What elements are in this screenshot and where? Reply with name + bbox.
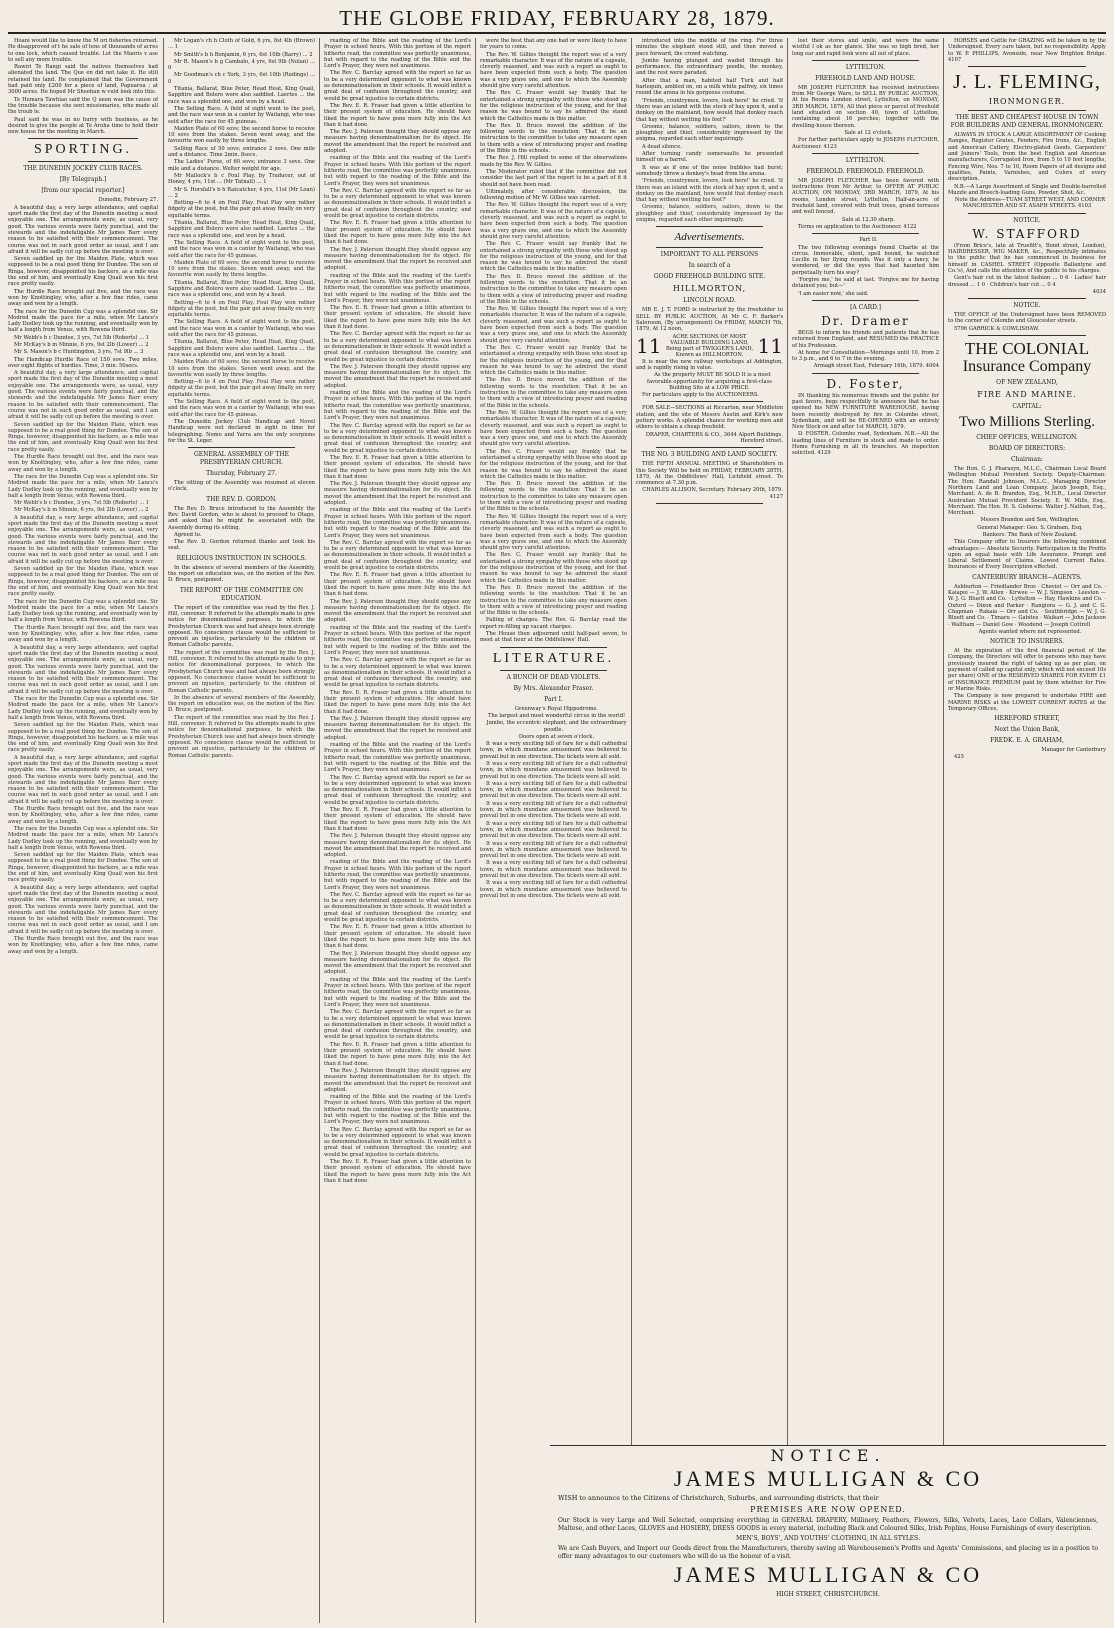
story-paragraph: It was a very exciting bill of fare for a dull cathedral town, in which mundane amusement was believed to prevail but in one direction. The tickets were all sold.: [480, 880, 627, 899]
article-paragraph: The report of the committee was read by the Rev. J. Hill, convener. It referred to the attempts made to give notice for denominational purposes, to which the Presbyterian Church was and had always been strongly opposed. No conscience clause would be sufficient to prevent an injustice, particularly to the children of Roman Catholic parents.: [168, 649, 315, 694]
subheading: RELIGIOUS INSTRUCTION IN SCHOOLS.: [176, 554, 307, 562]
divider: [812, 373, 919, 374]
masthead-title: THE GLOBE FRIDAY, FEBRUARY 28, 1879.: [339, 6, 775, 30]
divider: [968, 335, 1086, 336]
article-paragraph: The Rev. W. Gillies thought the report was of a very remarkable character. It was of the nature of a capsule, cleverly reasoned, and was such a report as ought to have been expected from such a body. The question was a very grave one, and one to which the Assembly should give very careful attention.: [480, 513, 627, 552]
ad-body: For particulars apply to the AUCTIONEERS.: [642, 392, 759, 399]
article-paragraph: Betting—6 to 4 on Foul Play. Foul Play won rather fidgety at the post, but the pair got away finally on very equitable terms.: [168, 299, 315, 319]
ad-name-fleming: J. L. FLEMING,: [953, 71, 1101, 94]
subheading: THE REV. D. GORDON.: [206, 495, 277, 503]
article-paragraph: The Rev. C. Fraser would say frankly that he entertained a strong sympathy with those who stood up for the religious instruction of the young, and for that reason he was bound to say he admired the stand which the Catholics made in this matter.: [480, 552, 627, 584]
story-author: By Mrs. Alexander Fraser.: [513, 684, 594, 692]
ad-body: MR E. J. T. FORD is instructed by the freeholder to SELL BY PUBLIC AUCTION, At Mr C. F. Barker's Saleroom, (By arrangement) On FRIDAY, MARCH 7th, 1879, At 12 noon,: [636, 307, 783, 333]
article-paragraph: The Hurdle Race brought out five, and the race was won by Knottingley, who, after a few fine rides, came away and won by a length.: [8, 454, 158, 473]
article-paragraph: The Rev. E. R. Fraser had given a little attention to their present system of education. He should have liked the report to have gone more fully into the Act than it had done.: [324, 305, 471, 331]
article-paragraph: The Rev. C. Barclay agreed with the report so far as to be a very determined opponent to what was known as denominationalism in their schools. It would inflict a great deal of confusion throughout the country, and would be great injustice to certain districts.: [324, 187, 471, 220]
article-paragraph: Seven saddled up for the Maiden Plate, which was supposed to be a real good thing for Dundee. The son of Ringa, however, disappointed his backers, as a mile was the end of him, and eventually King Quail won his first race pretty easily.: [8, 852, 158, 884]
race-result: Mr Smith's b h Bonjamin, 6 yrs, 6st 10lb (Barry) ... 2: [174, 51, 313, 58]
article-paragraph: Titania, Ballarat, Blue Peter, Head Heat, King Quail, Sapphire and Bolero were also saddled. Laertes ... the race was a splendid one, and won by a head.: [168, 279, 315, 299]
ad-colonial-board: BOARD OF DIRECTORS:: [988, 445, 1066, 453]
article-paragraph: reading of the Bible and the reading of the Lord's Prayer in school hours. With this portion of the report hitherto read, the committee was perfectly unanimous, but with regard to the reading of the Bible and the Lord's Prayer, they were not unanimous.: [324, 38, 471, 70]
ad-colonial-capital-label: CAPITAL:: [1012, 403, 1042, 411]
story-paragraph: It was a very exciting bill of fare for a dull cathedral town, in which mundane amusement was believed to prevail but in one direction. The tickets were all sold.: [480, 820, 627, 840]
ad-signature: 425: [954, 754, 964, 761]
article-paragraph: Seven saddled up for the Maiden Plate, which was supposed to be a real good thing for Dundee. The son of Ringa, however, disappointed his backers, as a mile was the end of him, and eventually King Quail won his first race pretty easily.: [8, 421, 158, 453]
section-heading-sporting: SPORTING.: [33, 142, 133, 158]
article-paragraph: The Rev. C. Barclay agreed with the report so far as to be a very determined opponent to what was known as denominationalism in their schools. It would inflict a great deal of confusion throughout the country, and would be great injustice to certain districts.: [324, 539, 471, 572]
article-paragraph: The Rev. E. R. Fraser had given a little attention to their present system of education. He should have liked the report to have gone more fully into the Act than it had done.: [324, 572, 471, 598]
article-paragraph: Falling of charges. The Rev. G. Barclay read the report re-filling up vacant charges.: [480, 617, 627, 630]
article-paragraph: The Rev. E. R. Fraser had given a little attention to their present system of education. He should have liked the report to have gone more fully into the Act than it had done.: [324, 455, 471, 480]
article-paragraph: A beautiful day, a very large attendance, and capital sport made the first day of the Dunedin meeting a most enjoyable one. The arrangements were, as usual, very good. The various events were fairly punctual, and the stewards and the indefatigable Mr James Barr every reason to be satisfied with their commencement. The course was not in such good order as usual, and I am afraid it will be sadly cut up before the meeting is over.: [8, 370, 158, 421]
article-paragraph: The Rev. C. Barclay agreed with the report so far as to be a very determined opponent to what was known as denominationalism in their schools. It would inflict a great deal of confusion throughout the country, and would be great injustice to certain districts.: [324, 70, 471, 102]
story-paragraph: The largest and most wonderful circus in the world!: [487, 712, 626, 719]
article-paragraph: reading of the Bible and the reading of the Lord's Prayer in school hours. With this portion of the report hitherto read, the committee was perfectly unanimous, but with regard to the reading of the Bible and the Lord's Prayer, they were not unanimous.: [324, 155, 471, 187]
ad-signature: DRAPER, CHARTERS & CO., 3644 Alport Buildings, Hereford street.: [645, 431, 783, 444]
article-paragraph: The Rev. E. R. Fraser had given a little attention to their present system of education. He should have liked the report to have gone more fully into the Act than it had done.: [324, 102, 471, 128]
ad-body: General Manager: Geo. S. Graham, Esq.: [977, 524, 1083, 531]
article-paragraph: Betting—6 to 4 on Foul Play. Foul Play won rather fidgety at the post, but the pair got away finally on very equitable terms.: [168, 200, 315, 219]
race-result: Mr S. Mason's b c Huntingdon, 3 yrs, 7st 9lb ... 3: [14, 349, 144, 356]
story-paragraph: It was a very exciting bill of fare for a dull cathedral town, in which mundane amusement was believed to prevail but in one direction. The tickets were all sold.: [480, 800, 627, 820]
ad-colonial-office: CHIEF OFFICES, WELLINGTON.: [976, 434, 1078, 442]
article-paragraph: The race for the Dunedin Cup was a splendid one. Sir Modred made the pace for a mile, when Mr Lance's Lady Dudley took up the running, and eventually won by half a length from Venus, with Rowena third.: [8, 308, 158, 334]
article-paragraph: were the best that any one had or were likely to have for years to come.: [480, 38, 627, 51]
article-paragraph: The Handicap Hurdle Race of 150 sovs. Two miles, over eight flights of hurdles. Time, 3 min. 50secs.: [8, 356, 158, 369]
column-rule: [475, 38, 476, 1623]
ad-title: IMPORTANT TO ALL PERSONS: [660, 251, 759, 259]
story-paragraph: 'Friends, countrymen, lovers, look here!' he cried. 'If there was an island with the stock of hay upon it, and a donkey on the mainland, how would that donkey reach that hay without wetting his feet?': [636, 178, 783, 204]
article-paragraph: Titania, Ballarat, Blue Peter, Head Heat, King Quail, Sapphire and Bolero were also saddled. Laertes ... the race was a splendid one, and won by a head.: [168, 220, 315, 239]
ad-body: The Hon. C. J. Pharazyn, M.L.C., Chairman Local Board Wellington Mutual Provident Society. Deputy-Chairman: The Hon. Randall Johnson, M.L.C., Managing Director Northern Land and Loan Company. Jacob Joseph, Esq., Merchant. A. de B. Brandon, Esq., M.H.R., Local Director Australian Mutual Provident Society. E. W. Mills, Esq., Merchant. The Hon. H. S. Gisborne. Walter J. Nathan, Esq., Merchant.: [948, 466, 1106, 517]
story-paragraph: Jumbo, the eccentric elephant, and the extraordinary poodle.: [486, 720, 627, 733]
article-paragraph: The Rev. C. Fraser would say frankly that he entertained a strong sympathy with those who stood up for the religious instruction of the young, and for that reason he was bound to say he admired the stand which the Catholics made in this matter.: [480, 241, 627, 273]
article-paragraph: The Rev. C. Barclay agreed with the report so far as to be a very determined opponent to what was known as denominationalism in their schools. It would inflict a great deal of confusion throughout the country, and would be great injustice to certain districts.: [324, 1009, 471, 1041]
ad-title: THE NO. 3 BUILDING AND LAND SOCIETY.: [641, 451, 778, 459]
ad-body: Agents wanted where not represented.: [978, 628, 1082, 635]
article-paragraph: The Dunedin Jockey Club Handicap and Novel Handicap were not declared in sight in time for telegraphing. Nemo and Yarra are the only scorpions for the St. Leger.: [168, 418, 315, 444]
column-6: [792, 38, 939, 1623]
article-paragraph: Seven saddled up for the Maiden Plate, which was supposed to be a real good thing for Dundee. The son of Ringa, however, disappointed his backers, as a mile was the end of him, and eventually King Quail won his first race pretty easily.: [8, 256, 158, 288]
article-paragraph: Seven saddled up for the Maiden Plate, which was supposed to be a real good thing for Dundee. The son of Ringa, however, disappointed his backers, as a mile was the end of him, and eventually King Quail won his first race pretty easily.: [8, 566, 158, 598]
ad-body: We are Cash Buyers, and Import our Goods direct from the Manufacturers, thereby saving all Warehousemen's Profits and Agents' Commissions, and placing us in a position to offer many advantages to our customers who will do us the honour of a visit.: [558, 1545, 1098, 1560]
story-paragraph: Grooms, balance, soldiers, sailors, down to the ploughboy and thief, considerably impressed by the enigma, regarded each other inquiringly.: [636, 123, 783, 143]
article-paragraph: Te Hemara Tawhiao said the Q ueen was the cause of the trouble because she sent missionaries, who made all the troub le.: [8, 96, 158, 116]
article-paragraph: The Rev. D. Gordon returned thanks and took his seat.: [168, 539, 315, 552]
article-paragraph: Ultimately, after considerable discussion, the following motion of Mr W. Gillies was carried.: [480, 188, 627, 202]
article-paragraph: Maiden Plate of 60 sovs; the second horse to receive 10 sovs from the stakes. Seven went away, and the favourite won easily by three lengths.: [168, 259, 315, 279]
article-paragraph: Rawiri Te Rangi said the natives themselves had alienated the land. The Que en did not take it. He still retained his land. He complained that the Government had paid only £200 for a piece of land, Papuaroa ; at 3000 acres. He hoped Mr Sheehan w vuld look into this.: [8, 64, 158, 96]
divider: [968, 298, 1086, 299]
article-paragraph: The Hurdle Race brought out five, and the race was won by Knottingley, who, after a few fine rides, came away and won by a length.: [8, 624, 158, 644]
ad-body: Our Stock is very Large and Well Selected, comprising everything in GENERAL DRAPERY, Millinery, Feathers, Flowers, Silks, Velvets, Laces, Lace Collars, Valenciennes, Maltese, and other Laces, GLOVES and HOSIERY, DRESS GOODS in every material, including Black and Coloured Silks, Irish Poplins, House Furnishings of every description.: [558, 1517, 1098, 1532]
ad-colonial-chair: Chairman:: [1011, 456, 1043, 464]
article-paragraph: The Rev. C. Fraser would say frankly that he entertained a strong sympathy with those who stood up for the religious instruction of the young, and for that reason he was bound to say he admired the stand which the Catholics made in this matter.: [480, 344, 627, 377]
article-paragraph: reading of the Bible and the reading of the Lord's Prayer in school hours. With this portion of the report hitherto read, the committee was perfectly unanimous, but with regard to the reading of the Bible and the Lord's Prayer, they were not unanimous.: [324, 859, 471, 891]
ad-body: FOR SALE—SECTIONS at Riccarton, near Middleton station, and the site of Messrs Austin and Kirk's new pottery works. A splendid chance for working men and others to obtain a cheap freehold.: [636, 405, 783, 431]
article-source: [from our special reporter.]: [41, 187, 125, 195]
story-title: A BUNCH OF DEAD VIOLETS.: [506, 673, 601, 681]
article-paragraph: The Rev. W. Gillies thought the report was of a very remarkable character. It was of the nature of a capsule, cleverly reasoned, and was such a report as ought to have been expected from such a body. The question was a very grave one, and one to which the Assembly should give very careful attention.: [480, 409, 627, 448]
article-paragraph: The Selling Race. A field of eight went to the post, and the race was won in a canter by Waitangi, who was sold after the race for 45 guineas.: [168, 319, 315, 339]
ad-body: Sale at 12 o'clock.: [844, 129, 893, 136]
article-paragraph: The Rev. C. Barclay agreed with the report so far as to be a very determined opponent to what was known as denominationalism in their schools. It would inflict a great deal of confusion throughout the country, and would be great injustice to certain districts.: [324, 891, 471, 924]
story-paragraph: After turning candy somersaults he presented himself on a barrel.: [636, 151, 783, 164]
ad-body: Note the Address—TUAM STREET WEST, AND CORNER MANCHESTER AND ST. ASAPH STREETS. 4103: [954, 197, 1106, 210]
ad-premises: PREMISES ARE NOW OPENED.: [750, 1505, 906, 1514]
ad-body: Manager for Canterbury: [1041, 747, 1106, 754]
article-paragraph: A beautiful day, a very large attendance, and capital sport made the first day of the Dunedin meeting a most enjoyable one. The arrangements were, as usual, very good. The various events were fairly punctual, and the stewards and the indefatigable Mr James Barr every reason to be satisfied with their commencement. The course was not in such good order as usual, and I am afraid it will be sadly cut up before the meeting is over.: [8, 754, 158, 805]
article-paragraph: The race for the Dunedin Cup was a splendid one. Sir Modred made the pace for a mile, when Mr Lance's Lady Dudley took up the running, and eventually won by half a length from Venus, with Rowena third.: [8, 825, 158, 851]
article-paragraph: Agreed to.: [174, 531, 202, 538]
article-paragraph: The race for the Dunedin Cup was a splendid one. Sir Modred made the pace for a mile, when Mr Lance's Lady Dudley took up the running, and eventually won by half a length from Venus, with Rowena third.: [8, 696, 158, 721]
article-paragraph: The Rev. E. R. Fraser had given a little attention to their present system of education. He should have liked the report to have gone more fully into the Act than it had done.: [324, 1159, 471, 1184]
section-heading-literature: LITERATURE.: [492, 650, 615, 666]
ad-road: LINCOLN ROAD.: [683, 297, 736, 305]
article-paragraph: A beautiful day, a very large attendance, and capital sport made the first day of the Dunedin meeting a most enjoyable one. The arrangements were, as usual, very good. The various events were fairly punctual, and the stewards and the indefatigable Mr James Barr every reason to be satisfied with their commencement. The course was not in such good order as usual, and I am afraid it will be sadly cut up before the meeting is over.: [8, 644, 158, 695]
article-paragraph: The Rev. J. Paterson thought they should oppose any measure having denominationalism for its object. He moved the amendment that the report be received and adopted.: [324, 129, 471, 155]
ad-big-number: 11: [636, 334, 662, 359]
ad-body: THE OFFICE of the Undersigned have been REMOVED to the corner of Colombo and Gloucester streets.: [948, 312, 1106, 325]
ad-body: IN thanking his numerous friends and the public for past favors, begs respectfully to announce that he has opened his NEW FURNITURE WAREHOUSE, having been recently destroyed by fire in Colombo street, Sydenham, and will be RE-OPENED with an entirely New Stock on and after 1st MARCH, 1879.: [792, 392, 939, 431]
ad-body: Messrs Brandon and Son, Wellington.: [980, 517, 1080, 524]
article-paragraph: The Rev. C. Fraser would say frankly that he entertained a strong sympathy with those who stood up for the religious instruction of the young, and for that reason he was bound to say he admired the stand which the Catholics made in this matter.: [480, 90, 627, 122]
ad-body: It is near the new railway workshops at Addington, and is rapidly rising in value.: [636, 358, 783, 371]
article-paragraph: reading of the Bible and the reading of the Lord's Prayer in school hours. With this portion of the report hitherto read, the committee was perfectly unanimous, but with regard to the reading of the Bible and the Lord's Prayer, they were not unanimous.: [324, 742, 471, 774]
race-result: Mr Goodman's ch c York, 3 yrs, 6st 10lb (Rudings) ... 0: [168, 72, 315, 85]
article-paragraph: The Rev. E. R. Fraser had given a little attention to their present system of education. He should have liked the report to have gone more fully into the Act than it had done.: [324, 924, 471, 950]
page-columns: [8, 38, 1106, 1623]
ad-address: HIGH STREET, CHRISTCHURCH.: [776, 1591, 880, 1598]
article-paragraph: The report of the committee was read by the Rev. J. Hill, convener. It referred to the attempts made to give notice for denominational purposes, to which the Presbyterian Church was and had always been strongly opposed. No conscience clause would be sufficient to prevent an injustice, particularly to the children of Roman Catholic parents.: [168, 604, 315, 649]
divider: [656, 503, 763, 504]
article-paragraph: The Rev. J. Paterson thought they should oppose any measure having denominationalism for its object. He moved the amendment that the report be received and adopted.: [324, 715, 471, 741]
article-paragraph: The Ladies' Purse, of 60 sovs; entrance 3 sovs. One mile and a distance. Welter weight for age.: [168, 159, 315, 172]
story-paragraph: After that a man, habited half Turk and half harlequin, ambled on, on a milk white palfrey, six times round the arena in his gorgeous costume.: [636, 77, 783, 97]
article-paragraph: A beautiful day, a very large attendance, and capital sport made the first day of the Dunedin meeting a most enjoyable one. The arrangements were, as usual, very good. The various events were fairly punctual, and the stewards and the indefatigable Mr James Barr every reason to be satisfied with their commencement. The course was not in such good order as usual, and I am afraid it will be sadly cut up before the meeting is over.: [8, 514, 158, 565]
column-rule: [163, 38, 164, 1623]
article-paragraph: The Rev. J. Paterson thought they should oppose any measure having denominationalism for its object. He moved the amendment that the report be received and adopted.: [324, 833, 471, 859]
ad-big-number: 11: [757, 334, 783, 359]
ad-place: HILLMORTON,: [672, 284, 747, 294]
column-3: [324, 38, 471, 1623]
article-paragraph: The Rev. J. Paterson thought they should oppose any measure having denominationalism for its object. He moved the amendment that the report be received and adopted.: [324, 598, 471, 624]
article-byline: [By Telegraph.]: [59, 176, 107, 184]
column-rule: [943, 38, 944, 1623]
ad-name-mulligan-2: JAMES MULLIGAN & CO: [673, 1562, 983, 1587]
divider: [812, 153, 919, 154]
article-paragraph: In the absence of several members of the Assembly, the report on education was, on the motion of the Rev. D. Bruce, postponed.: [168, 564, 315, 584]
article-paragraph: The Moderator ruled that if the committee did not consider the last part of the report to be a part of it it should not have been read.: [480, 168, 627, 188]
article-paragraph: The Rev. E. R. Fraser had given a little attention to their present system of education. He should have liked the report to have gone more fully into the Act than it had done.: [324, 689, 471, 715]
ad-body: ALWAYS IN STOCK A LARGE ASSORTMENT OF Cooking Ranges, Register Grates, Fenders, Fire Irons, &c., English and American Cutlery, Electro-plated Goods, Carpenters' and Joiners' Tools, from the best English and American manufacturers, Corrugated Iron, from 5 to 10 feet lengths, Fencing Wire, Nos. 7 to 10, Room Papers of all designs and qualities, Paints, Varnishes, and Colors of every description.: [948, 132, 1106, 183]
article-paragraph: reading of the Bible and the reading of the Lord's Prayer in school hours. With this portion of the report hitherto read, the committee was perfectly unanimous, but with regard to the reading of the Bible and the Lord's Prayer, they were not unanimous.: [324, 976, 471, 1008]
ad-body: At the expiration of the first financial period of the Company, the Directors will offer to persons who may have previously insured the right of taking up as per plan, on payment of called up capital only, which will not exceed 10s per share) ONE of the RESERVED SHARES FOR EVERY £1 of INSURANCE PREMIUM paid by them whether for Fire or Marine Risks.: [948, 648, 1106, 692]
article-paragraph: The sitting of the Assembly was resumed at eleven o'clock.: [168, 480, 315, 493]
ad-body: WISH to announce to the Citizens of Christchurch, Suburbs, and surrounding districts, that their: [558, 1494, 879, 1502]
divider: [968, 110, 1086, 111]
ad-body: Terms on application to the Auctioneer. 4122: [798, 223, 917, 230]
column-rule: [631, 38, 632, 1623]
ad-body: Sale at 12.30 sharp.: [842, 216, 895, 223]
article-paragraph: The Hurdle Race brought out five, and the race was won by Knottingley, who, after a few fine rides, came away and won by a length.: [8, 288, 158, 308]
story-paragraph: 'Friends, countrymen, lovers, look here!' he cried. 'If there was an island with the stock of hay upon it, and a donkey on the mainland, how would that donkey reach that hay without wetting his feet?': [636, 97, 783, 123]
article-paragraph: The report of the committee was read by the Rev. J. Hill, convener. It referred to the attempts made to give notice for denominational purposes, to which the Presbyterian Church was and had always been strongly opposed. No conscience clause would be sufficient to prevent an injustice, particularly to the children of Roman Catholic parents.: [168, 714, 315, 759]
ad-body: For further particulars apply to JOSEPH FLETCHER, Auctioneer. 4123: [792, 137, 939, 150]
ad-subtitle: In search of a: [688, 262, 731, 270]
divider: [500, 670, 607, 671]
article-paragraph: reading of the Bible and the reading of the Lord's Prayer in school hours. With this portion of the report hitherto read, the committee was perfectly unanimous, but with regard to the reading of the Bible and the Lord's Prayer, they were not unanimous.: [324, 624, 471, 656]
ad-signature: D. FOSTER, Colombo road, Sydenham. N.B.—All the leading lines of Furniture in stock and made to order. Home Furnishing in all its branches. An inspection solicited. 4129: [792, 431, 939, 457]
article-paragraph: The Rev. C. Barclay agreed with the report so far as to be a very determined opponent to what was known as denominationalism in their schools. It would inflict a great deal of confusion throughout the country, and would be great injustice to certain districts.: [324, 1126, 471, 1158]
story-paragraph: Jumbo having plunged and waded through his performance, the extraordinary poodle, the monkey, and the rest were paraded.: [636, 57, 783, 77]
article-paragraph: The Rev. E. R. Fraser had given a little attention to their present system of education. He should have liked the report to have gone more fully into the Act than it had done.: [324, 220, 471, 246]
article-paragraph: Selling Race of 50 sovs; entrance 2 sovs. One mile and a distance. Time 2min. 8secs.: [168, 145, 315, 159]
ad-signature: 4034: [1092, 288, 1106, 295]
article-paragraph: Titania, Ballarat, Blue Peter, Head Heat, King Quail, Sapphire and Bolero were also saddled. Laertes ... the race was a splendid one, and won by a head.: [168, 86, 315, 105]
article-paragraph: The Rev. W. Gillies thought the report was of a very remarkable character. It was of the nature of a capsule, cleverly reasoned, and was such a report as ought to have been expected from such a body. The question was a very grave one, and one to which the Assembly should give very careful attention.: [480, 306, 627, 344]
mulligan-advertisement: [550, 1445, 1106, 1624]
race-result: Mr Webb's b c Dundee, 3 yrs, 7st 5lb (Roberts) ... 1: [14, 334, 150, 341]
advertisements-heading: Advertisements.: [674, 231, 745, 244]
ad-colonial-title: THE COLONIAL: [964, 339, 1090, 359]
ad-sections: ACRE SECTIONS OF MOST VALUABLE BUILDING LAND, Being part of TWIGGER'S LAND, Known as HILLMORTON.: [666, 333, 753, 359]
article-paragraph: The Rev. W. Gillies thought the report was of a very remarkable character. It was of the nature of a capsule, cleverly reasoned, and was such a report as ought to have been expected from such a body. The question was a very grave one, and one to which the Assembly should give very careful attention.: [480, 202, 627, 240]
article-paragraph: The Rev. E. R. Fraser had given a little attention to their present system of education. He should have liked the report to have gone more fully into the Act than it had done.: [324, 807, 471, 832]
ad-price-list: Gent's hair cut in the latest fashion ... 0 6 · Ladies' hair dressed ... 1 0 · Children's hair cut ... 0 4: [948, 275, 1106, 288]
race-result: Mr Logan's ch h Cloth of Gold, 6 yrs, 8st 4lb (Brown) ... 1: [168, 38, 315, 51]
ad-trade: IRONMONGER.: [988, 97, 1066, 107]
ad-body: HORSES and Cattle for GRAZING will be taken in by the Undersigned. Every care taken, but no responsibility. Apply to W. P. PHILLIPS, Avonside, near New Brighton Bridge. 4107: [948, 38, 1106, 63]
story-paragraph: The two following evenings found Charlie at the circus. Immovable, silent, spell bound, he watched Lucille in her flying rounds. Was it only a fancy, he wondered, or did the eyes that had haunted him perpetually turn his way?: [792, 244, 939, 276]
ad-title: LYTTELTON.: [845, 63, 886, 71]
ad-colonial-insurance: Insurance Company: [962, 358, 1092, 376]
article-paragraph: In the absence of several members of the Assembly, the report on education was, on the motion of the Rev. D. Bruce, postponed.: [168, 694, 315, 714]
article-paragraph: The Rev. C. Fraser would say frankly that he entertained a strong sympathy with those who stood up for the religious instruction of the young, and for that reason he was bound to say he admired the stand which the Catholics made in this matter.: [480, 448, 627, 480]
article-paragraph: The Rev. D. Bruce moved the addition of the following words to the resolution: That it be an instruction to the committee to take any measure open to them with a view of introducing prayer and reading of the Bible in the schools.: [480, 377, 627, 409]
ad-name-stafford: W. STAFFORD: [972, 226, 1082, 241]
article-paragraph: The Rev. C. Barclay agreed with the report so far as to be a very determined opponent to what was known as denominationalism in their schools. It would inflict a great deal of confusion throughout the country, and would be great injustice to certain districts.: [324, 331, 471, 363]
ad-body: THE FIFTH ANNUAL MEETING of Shareholders in this Society Will be held on FRIDAY, FEBRUARY 28TH, 1879, At the Oddfellows' Hall, Lichfield street. To commence at 7.30 p.m.: [636, 461, 783, 487]
article-date: Thursday, February 27.: [206, 470, 277, 478]
story-paragraph: Doors open at seven o'clock.: [518, 733, 595, 740]
story-paragraph: lost their stores and smile, and were the same wistful l ok as her glance. She was so high bred, her long ear and rapid look were all out of place.: [792, 38, 939, 57]
divider: [812, 300, 919, 301]
article-paragraph: The Rev. J. Paterson thought they should oppose any measure having denominationalism for its object. He moved the amendment that the report be received and adopted.: [324, 246, 471, 272]
ad-name-damer: Dr. Dramer: [821, 313, 910, 328]
article-paragraph: The Selling Race. A field of eight went to the post, and the race was won in a canter by Waitangi, who was sold after the race for 45 guineas.: [168, 105, 315, 125]
story-paragraph: It was a very exciting bill of fare for a dull cathedral town, in which mundane amusement was believed to prevail but in one direction. The tickets were all sold.: [480, 860, 627, 880]
article-paragraph: reading of the Bible and the reading of the Lord's Prayer in school hours. With this portion of the report hitherto read, the committee was perfectly unanimous, but with regard to the reading of the Bible and the Lord's Prayer, they were not unanimous.: [324, 507, 471, 539]
ad-title: LYTTELTON.: [845, 156, 886, 164]
article-dateline: Dunedin, February 27.: [98, 197, 158, 204]
article-paragraph: The Rev. D. Bruce moved the addition of the following words to the resolution: That it be an instruction to the committee to take any measure open to them with a view of introducing prayer and reading of the Bible in the schools.: [480, 122, 627, 155]
column-rule: [787, 38, 788, 1623]
subheading: THE REPORT OF THE COMMITTEE ON EDUCATION.: [179, 586, 304, 602]
ad-notice: NOTICE.: [1013, 216, 1041, 224]
ad-signature: Armagh street East, February 16th, 1879. 4004: [813, 363, 939, 370]
article-paragraph: The Hurdle Race brought out five, and the race was won by Knottingley, who, after a few fine rides, came away and won by a length.: [8, 936, 158, 955]
article-paragraph: The Rev. J. Paterson thought they should oppose any measure having denominationalism for its object. He moved the amendment that the report be received and adopted.: [324, 481, 471, 507]
ad-subtitle: FREEHOLD. FREEHOLD. FREEHOLD.: [806, 167, 925, 175]
column-7: [948, 38, 1106, 1623]
article-paragraph: reading of the Bible and the reading of the Lord's Prayer in school hours. With this portion of the report hitherto read, the committee was perfectly unanimous, but with regard to the reading of the Bible and the Lord's Prayer, they were not unanimous.: [324, 390, 471, 422]
article-paragraph: A beautiful day, a very large attendance, and capital sport made the first day of the Dunedin meeting a most enjoyable one. The arrangements were, as usual, very good. The various events were fairly punctual, and the stewards and the indefatigable Mr James Barr every reason to be satisfied with their commencement. The course was not in such good order as usual, and I am afraid it will be sadly cut up before the meeting is over.: [8, 884, 158, 935]
article-paragraph: Seven saddled up for the Maiden Plate, which was supposed to be a real good thing for Dundee. The son of Ringa, however, disappointed his backers, as a mile was the end of him, and eventually King Quail won his first race pretty easily.: [8, 722, 158, 754]
ad-colonial-address: Next the Union Bank,: [994, 726, 1060, 734]
masthead-rule: [8, 32, 1106, 34]
article-paragraph: The Rev. J. Hill replied to some of the observations made by the Rev. W. Gillies.: [480, 155, 627, 168]
race-result: Mr Mallock's b c Foul Play, by Traducer, out of Honey, 4 yrs, 11st ... (Mr Tatnall) ... 1: [168, 172, 315, 186]
article-paragraph: The Selling Race. A field of eight went to the post, and the race was won in a canter by Waitangi, who was sold after the race for 45 guineas.: [168, 239, 315, 259]
divider: [28, 161, 138, 162]
ad-colonial-manager: FREDK. E. A. GRAHAM,: [990, 737, 1064, 745]
article-paragraph: A beautiful day, a very large attendance, and capital sport made the first day of the Dunedin meeting a most enjoyable one. The arrangements were, as usual, very good. The various events were fairly punctual, and the stewards and the indefatigable Mr James Barr every reason to be satisfied with their commencement. The course was not in such good order as usual, and I am afraid it will be sadly cut up before the meeting is over.: [8, 204, 158, 255]
article-paragraph: The Rev. D. Bruce moved the addition of the following words to the resolution: That it be an instruction to the committee to take any measure open to them with a view of introducing prayer and reading of the Bible in the schools.: [480, 481, 627, 513]
article-paragraph: The race for the Dunedin Cup was a splendid one. Sir Modred made the pace for a mile, when Mr Lance's Lady Dudley took up the running, and eventually won by half a length from Venus, with Rowena third.: [8, 473, 158, 499]
ad-clothing: MEN'S, BOYS', AND YOUTHS' CLOTHING, IN ALL STYLES.: [736, 1535, 920, 1542]
article-heading: THE DUNEDIN JOCKEY CLUB RACES.: [23, 165, 143, 173]
article-paragraph: The Rev. E. R. Fraser had given a little attention to their present system of education. He should have liked the report to have gone more fully into the Act than it had done.: [324, 1041, 471, 1067]
ad-notice: NOTICE.: [770, 1446, 886, 1465]
article-paragraph: reading of the Bible and the reading of the Lord's Prayer in school hours. With this portion of the report hitherto read, the committee was perfectly unanimous, but with regard to the reading of the Bible and the Lord's Prayer, they were not unanimous.: [324, 272, 471, 304]
divider: [656, 247, 763, 248]
ad-subtitle: GOOD FREEHOLD BUILDING SITE.: [653, 273, 766, 281]
article-paragraph: Paul said he was in no hurry with business, as he desired to give the people at Te Aroha time to hold their new house for the meeting in March.: [8, 116, 158, 136]
story-paragraph: introduced into the middle of the ring. For three minutes the elephant stood still, and then moved a pace forward, the crowd watching.: [636, 38, 783, 57]
column-2: [168, 38, 315, 1623]
article-paragraph: reading of the Bible and the reading of the Lord's Prayer in school hours. With this portion of the report hitherto read, the committee was perfectly unanimous, but with regard to the reading of the Bible and the Lord's Prayer, they were not unanimous.: [324, 1094, 471, 1126]
ad-body: (From Brice's, late at Truefitt's, Bond street, London), HAIRDRESSER, WIG MAKER, &c., Respectfully intimates to the public that he has commenced in business for himself in CASHEL STREET (Opposite Ballantyne and Co.'s), And calls the attention of the public to his charges.: [948, 242, 1106, 274]
article-paragraph: The Rev. J. Paterson thought they should oppose any measure having denominationalism for its object. He moved the amendment that the report be received and adopted.: [324, 363, 471, 389]
ad-name-foster: D. Foster,: [826, 376, 905, 391]
ad-body: N.B.—A Large Assortment of Single and Double-barrelled Muzzle and Breech-loading Guns, Powder, Shot, &c.: [948, 183, 1106, 196]
divider: [188, 447, 295, 448]
divider: [656, 226, 763, 227]
article-paragraph: The Hurdle Race brought out five, and the race was won by Knottingley, who, after a few fine rides, came away and won by a length.: [8, 806, 158, 825]
divider: [968, 213, 1086, 214]
race-result: Mr McKay's b m Minnie, 6 yrs, 9st 2lb (Lower) ... 2: [14, 507, 149, 514]
article-paragraph: The Rev. J. Paterson thought they should oppose any measure having denominationalism for its object. He moved the amendment that the report be received and adopted.: [324, 950, 471, 976]
article-paragraph: Hoani would like to know the M ori fisheries returned. He disapproved of t he sale of tens of thousands of acres to one lock, which caused trouble. Let the Maoris v ase to sell any more trouble.: [8, 38, 158, 63]
divider: [500, 647, 607, 648]
article-paragraph: The Rev. C. Barclay agreed with the report so far as to be a very determined opponent to what was known as denominationalism in their schools. It would inflict a great deal of confusion throughout the country, and would be great injustice to certain districts.: [324, 774, 471, 806]
story-paragraph: It was a very exciting bill of fare for a dull cathedral town, in which mundane amusement was believed to prevail but in one direction. The tickets were all sold.: [480, 760, 627, 780]
article-paragraph: Maiden Plate of 60 sovs; the second horse to receive 10 sovs from the stakes. Seven went away, and the favourite won easily by three lengths.: [168, 359, 315, 378]
article-paragraph: The Rev. D. Bruce moved the addition of the following words to the resolution: That it be an instruction to the committee to take any measure open to them with a view of introducing prayer and reading of the Bible in the schools.: [480, 584, 627, 617]
column-4: [480, 38, 627, 1623]
ad-body: MR JOSEPH FLETCHER has been favored with instructions from Mr Arthur, to OFFER AT PUBLIC AUCTION, ON MONDAY, 3RD MARCH, 1879, At his rooms, London street, Lyttelton, Half-an-acre of freehold land, covered with fruit trees, grand terraces and well fenced.: [792, 177, 939, 216]
ad-colonial-branch: CANTERBURY BRANCH—AGENTS.: [972, 573, 1082, 581]
article-heading: GENERAL ASSEMBLY OF THE PRESBYTERIAN CHURCH.: [194, 451, 289, 467]
ad-body: BEGS to inform his friends and patients that he has returned from England, and RESUMED the PRACTICE of his Profession.: [792, 329, 939, 349]
race-result: Mr Webb's b c Dundee, 3 yrs, 7st 5lb (Roberts) ... 1: [14, 500, 150, 507]
column-5: [636, 38, 783, 1623]
column-1: [8, 38, 158, 1623]
ad-body: MR JOSEPH FLETCHER has received instructions from Mr George Ware, to SELL BY PUBLIC AUCTION, At his Rooms London street, Lyttelton, on MONDAY, 3RD MARCH, 1879, All that piece or parcel of freehold land situated on section 40, town of Lyttelton, containing about 16 perches; together with the dwelling-house thereon.: [792, 84, 939, 129]
ad-subtitle: FREEHOLD LAND AND HOUSE.: [815, 74, 916, 82]
divider: [968, 66, 1086, 67]
article-paragraph: The Rev. J. Paterson thought they should oppose any measure having denominationalism for its object. He moved the amendment that the report be received and adopted.: [324, 1067, 471, 1093]
article-paragraph: The Rev. C. Barclay agreed with the report so far as to be a very determined opponent to what was known as denominationalism in their schools. It would inflict a great deal of confusion throughout the country, and would be great injustice to certain districts.: [324, 422, 471, 454]
ad-agents-list: Ashburton — Friedlander Bros · Cheviot — Orr and Co. · Kaiapoi — J. W. Allen · Kirwee — W. J. Simpson · Leeston — W. J. G. Bluett and Co. · Lyttelton — Hay, Hawkins and Co. · Oxford — Dixon and Parker · Rangiora — G. J. and C. G. Chapman · Rakaia — Orr and Co. · Southbridge — W. J. G. Bluett and Co. · Timaru — Gabites · Waikari — John Jackson · Waltham — Daniel Gow · Woodend — Joseph Cottrell: [948, 583, 1106, 628]
divider: [812, 233, 919, 234]
article-paragraph: Titania, Ballarat, Blue Peter, Head Heat, King Quail, Sapphire and Bolero were also saddled. Laertes ... the race was a splendid one, and won by a head.: [168, 339, 315, 358]
race-result: Mr S. Horsfall's b h Ratcatcher, 4 yrs, 11st (Mr Loan) ... 2: [168, 186, 315, 199]
article-paragraph: The Rev. W. Gillies thought the report was of a very remarkable character. It was of the nature of a capsule, cleverly reasoned, and was such a report as ought to have been expected from such a body. The question was a very grave one, and one to which the Assembly should give very careful attention.: [480, 51, 627, 90]
article-paragraph: The Rev. D. Bruce moved the addition of the following words to the resolution: That it be an instruction to the committee to take any measure open to them with a view of introducing prayer and reading of the Bible in the schools.: [480, 273, 627, 305]
ad-subtitle: THE BEST AND CHEAPEST HOUSE IN TOWN FOR BUILDERS AND GENERAL IRONMONGERY.: [950, 114, 1104, 130]
ad-signature: 5796 GARRICK & COWLISHAW.: [954, 325, 1040, 332]
ad-body: Bankers: The Bank of New Zealand.: [982, 531, 1078, 538]
story-paragraph: It was a very exciting bill of fare for a dull cathedral town, in which mundane amusement was believed to prevail but in one direction. The tickets were all sold.: [480, 741, 627, 760]
ad-sections-block: [636, 334, 783, 359]
story-paragraph: A dead silence.: [642, 143, 682, 150]
article-paragraph: Betting—6 to 4 on Foul Play. Foul Play won rather fidgety at the post, but the pair got away finally on very equitable terms.: [168, 379, 315, 398]
story-paragraph: It was as if one of the noise bubbles had burst; somebody threw a donkey's head from the arena.: [636, 164, 783, 177]
divider: [656, 447, 763, 448]
story-paragraph: Grooms, balance, soldiers, sailors, down to the ploughboy and thief, considerably impressed by the enigma, regarded each other inquiringly.: [636, 204, 783, 224]
ad-body: The Company is now prepared to undertake FIRE and MARINE RISKS at the LOWEST CURRENT RATES at the Temporary Offices,: [948, 693, 1106, 712]
article-paragraph: The House then adjourned until half-past seven, to meet at that hour at the Oddfellows' Hall.: [480, 631, 627, 644]
race-result: Mr McKay's b m Minnie, 6 yrs, 9st 2lb (Lower) ... 2: [14, 341, 149, 348]
ad-card-label: [A CARD.]: [850, 303, 881, 311]
ad-body: At home for Consultation—Mornings until 10, from 2 to 3 p.m., and 6 to 7 in the evening.: [792, 349, 939, 363]
article-paragraph: The Selling Race. A field of eight went to the post, and the race was won in a canter by Waitangi, who was sold after the race for 45 guineas.: [168, 399, 315, 418]
ad-body: This Company offer to Insurers the following combined advantages:— Absolute Security. Participation in the Profits upon an equal basis with Life Assurance. Prompt and Liberal Settlement of Claims. Lowest Current Rates. Insurances of Every Description effected.: [948, 539, 1106, 571]
divider: [28, 138, 138, 139]
article-paragraph: The Rev. D. Bruce introduced to the Assembly the Rev. David Gordon, who is about to proceed to Otago, and asked that he might be associated with the Assembly during its sitting.: [168, 505, 315, 531]
column-rule: [319, 38, 320, 1623]
story-paragraph: 'I am easier now,' she said.: [798, 290, 869, 297]
story-paragraph: It was a very exciting bill of fare for a dull cathedral town, in which mundane amusement was believed to prevail but in one direction. The tickets were all sold.: [480, 840, 627, 860]
newspaper-masthead: [0, 0, 1114, 34]
article-paragraph: The race for the Dunedin Cup was a splendid one. Sir Modred made the pace for a mile, when Mr Lance's Lady Dudley took up the running, and eventually won by half a length from Venus, with Rowena third.: [8, 598, 158, 624]
ad-body: As the property MUST BE SOLD It is a most favorable opportunity for acquiring a first-class Building Site at a LOW PRICE.: [647, 372, 772, 391]
ad-colonial-capital: Two Millions Sterling.: [958, 414, 1096, 431]
story-paragraph: 'Forgive me,' he said at last. 'Forgive me for having detained you; but—': [792, 277, 939, 290]
story-part: Part I.: [544, 695, 563, 703]
ad-colonial-country: OF NEW ZEALAND,: [996, 379, 1058, 387]
ad-colonial-type: FIRE AND MARINE.: [977, 390, 1077, 400]
ad-colonial-notice: NOTICE TO INSURERS.: [989, 638, 1065, 646]
race-result: Mr R. Mason's b g Cambalo, 4 yrs, 6st 9lb (Nolan) ... 0: [168, 58, 315, 72]
divider: [812, 60, 919, 61]
story-paragraph: Greenway's Royal Hippodrome.: [514, 705, 599, 712]
ad-signature: CHARLES ALLISON, Secretary. February 20th, 1879. 4127: [642, 487, 783, 500]
story-paragraph: Part II.: [859, 237, 878, 244]
article-paragraph: Maiden Plate of 60 sovs; the second horse to receive 10 sovs from the stakes. Seven went away, and the favourite won easily by three lengths.: [168, 125, 315, 145]
story-paragraph: It was a very exciting bill of fare for a dull cathedral town, in which mundane amusement was believed to prevail but in one direction. The tickets were all sold.: [480, 780, 627, 800]
divider: [656, 401, 763, 402]
ad-notice: NOTICE.: [1013, 302, 1041, 310]
article-paragraph: The Rev. C. Barclay agreed with the report so far as to be a very determined opponent to what was known as denominationalism in their schools. It would inflict a great deal of confusion throughout the country, and would be great injustice to certain districts.: [324, 657, 471, 689]
ad-colonial-address: HEREFORD STREET,: [994, 715, 1060, 723]
ad-name-mulligan: JAMES MULLIGAN & CO: [673, 1466, 983, 1491]
